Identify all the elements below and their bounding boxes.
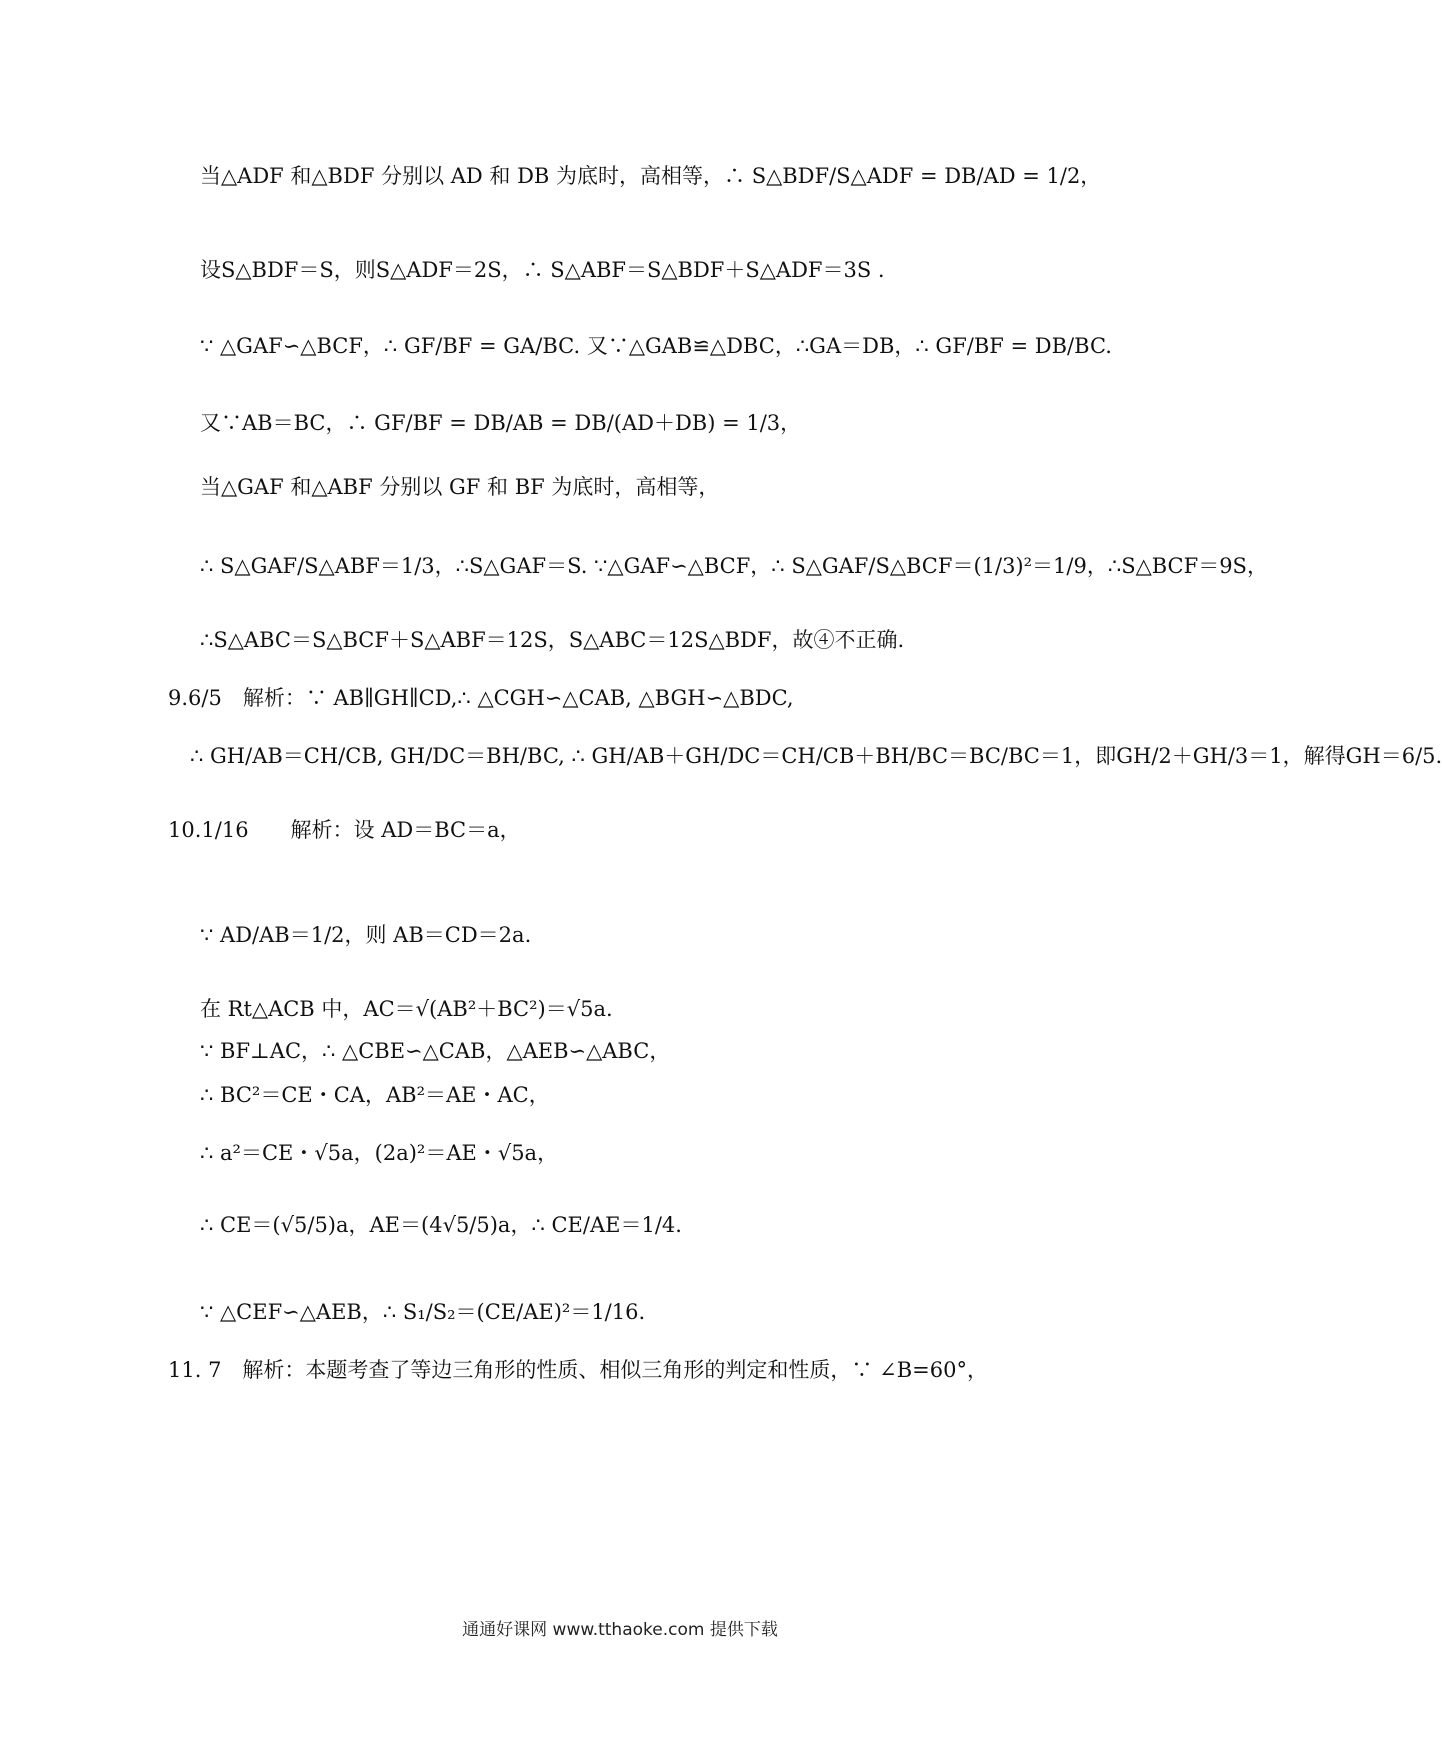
line-5: 当△GAF 和△ABF 分别以 GF 和 BF 为底时，高相等， (200, 475, 720, 499)
line-13: ∵ BF⊥AC，∴ △CBE∽△CAB，△AEB∽△ABC， (200, 1039, 671, 1063)
line-6: ∴ S△GAF/S△ABF＝1/3，∴S△GAF＝S. ∵△GAF∽△BCF，∴ S△GAF/S△BCF＝(1/3)²＝1/9，∴S△BCF＝9S， (200, 554, 1268, 578)
line-1: 当△ADF 和△BDF 分别以 AD 和 DB 为底时，高相等，∴ S△BDF/S△ADF = DB/AD = 1/2， (200, 164, 1102, 188)
line-15: ∴ a²＝CE・√5a，(2a)²＝AE・√5a， (200, 1141, 559, 1165)
line-17: ∵ △CEF∽△AEB，∴ S₁/S₂＝(CE/AE)²＝1/16. (200, 1300, 646, 1324)
line-12: 在 Rt△ACB 中，AC＝√(AB²＋BC²)＝√5a. (200, 997, 613, 1021)
line-14: ∴ BC²＝CE・CA，AB²＝AE・AC， (200, 1083, 550, 1107)
line-18: 11. 7 解析：本题考查了等边三角形的性质、相似三角形的判定和性质，∵ ∠B=60°， (168, 1358, 988, 1382)
line-7: ∴S△ABC＝S△BCF＋S△ABF＝12S，S△ABC＝12S△BDF，故④不正确. (200, 628, 905, 652)
line-2: 设S△BDF＝S，则S△ADF＝2S，∴ S△ABF＝S△BDF＋S△ADF＝3S . (200, 258, 885, 282)
page-footer: 通通好课网 www.tthaoke.com 提供下载 (462, 1620, 778, 1640)
line-3: ∵ △GAF∽△BCF，∴ GF/BF = GA/BC. 又∵△GAB≌△DBC，∴GA＝DB，∴ GF/BF = DB/BC. (200, 334, 1112, 358)
line-16: ∴ CE＝(√5/5)a，AE＝(4√5/5)a，∴ CE/AE＝1/4. (200, 1213, 682, 1237)
line-11: ∵ AD/AB＝1/2，则 AB＝CD＝2a. (200, 923, 532, 947)
line-10: 10.1/16 解析：设 AD＝BC＝a， (168, 818, 521, 842)
line-9: ∴ GH/AB＝CH/CB, GH/DC＝BH/BC, ∴ GH/AB＋GH/DC＝CH/CB＋BH/BC＝BC/BC＝1，即GH/2＋GH/3＝1，解得GH＝6/5. (190, 744, 1442, 768)
line-4: 又∵AB＝BC，∴ GF/BF = DB/AB = DB/(AD＋DB) = 1/3， (200, 411, 802, 435)
line-8: 9.6/5 解析：∵ AB∥GH∥CD,∴ △CGH∽△CAB, △BGH∽△BDC, (168, 686, 794, 710)
